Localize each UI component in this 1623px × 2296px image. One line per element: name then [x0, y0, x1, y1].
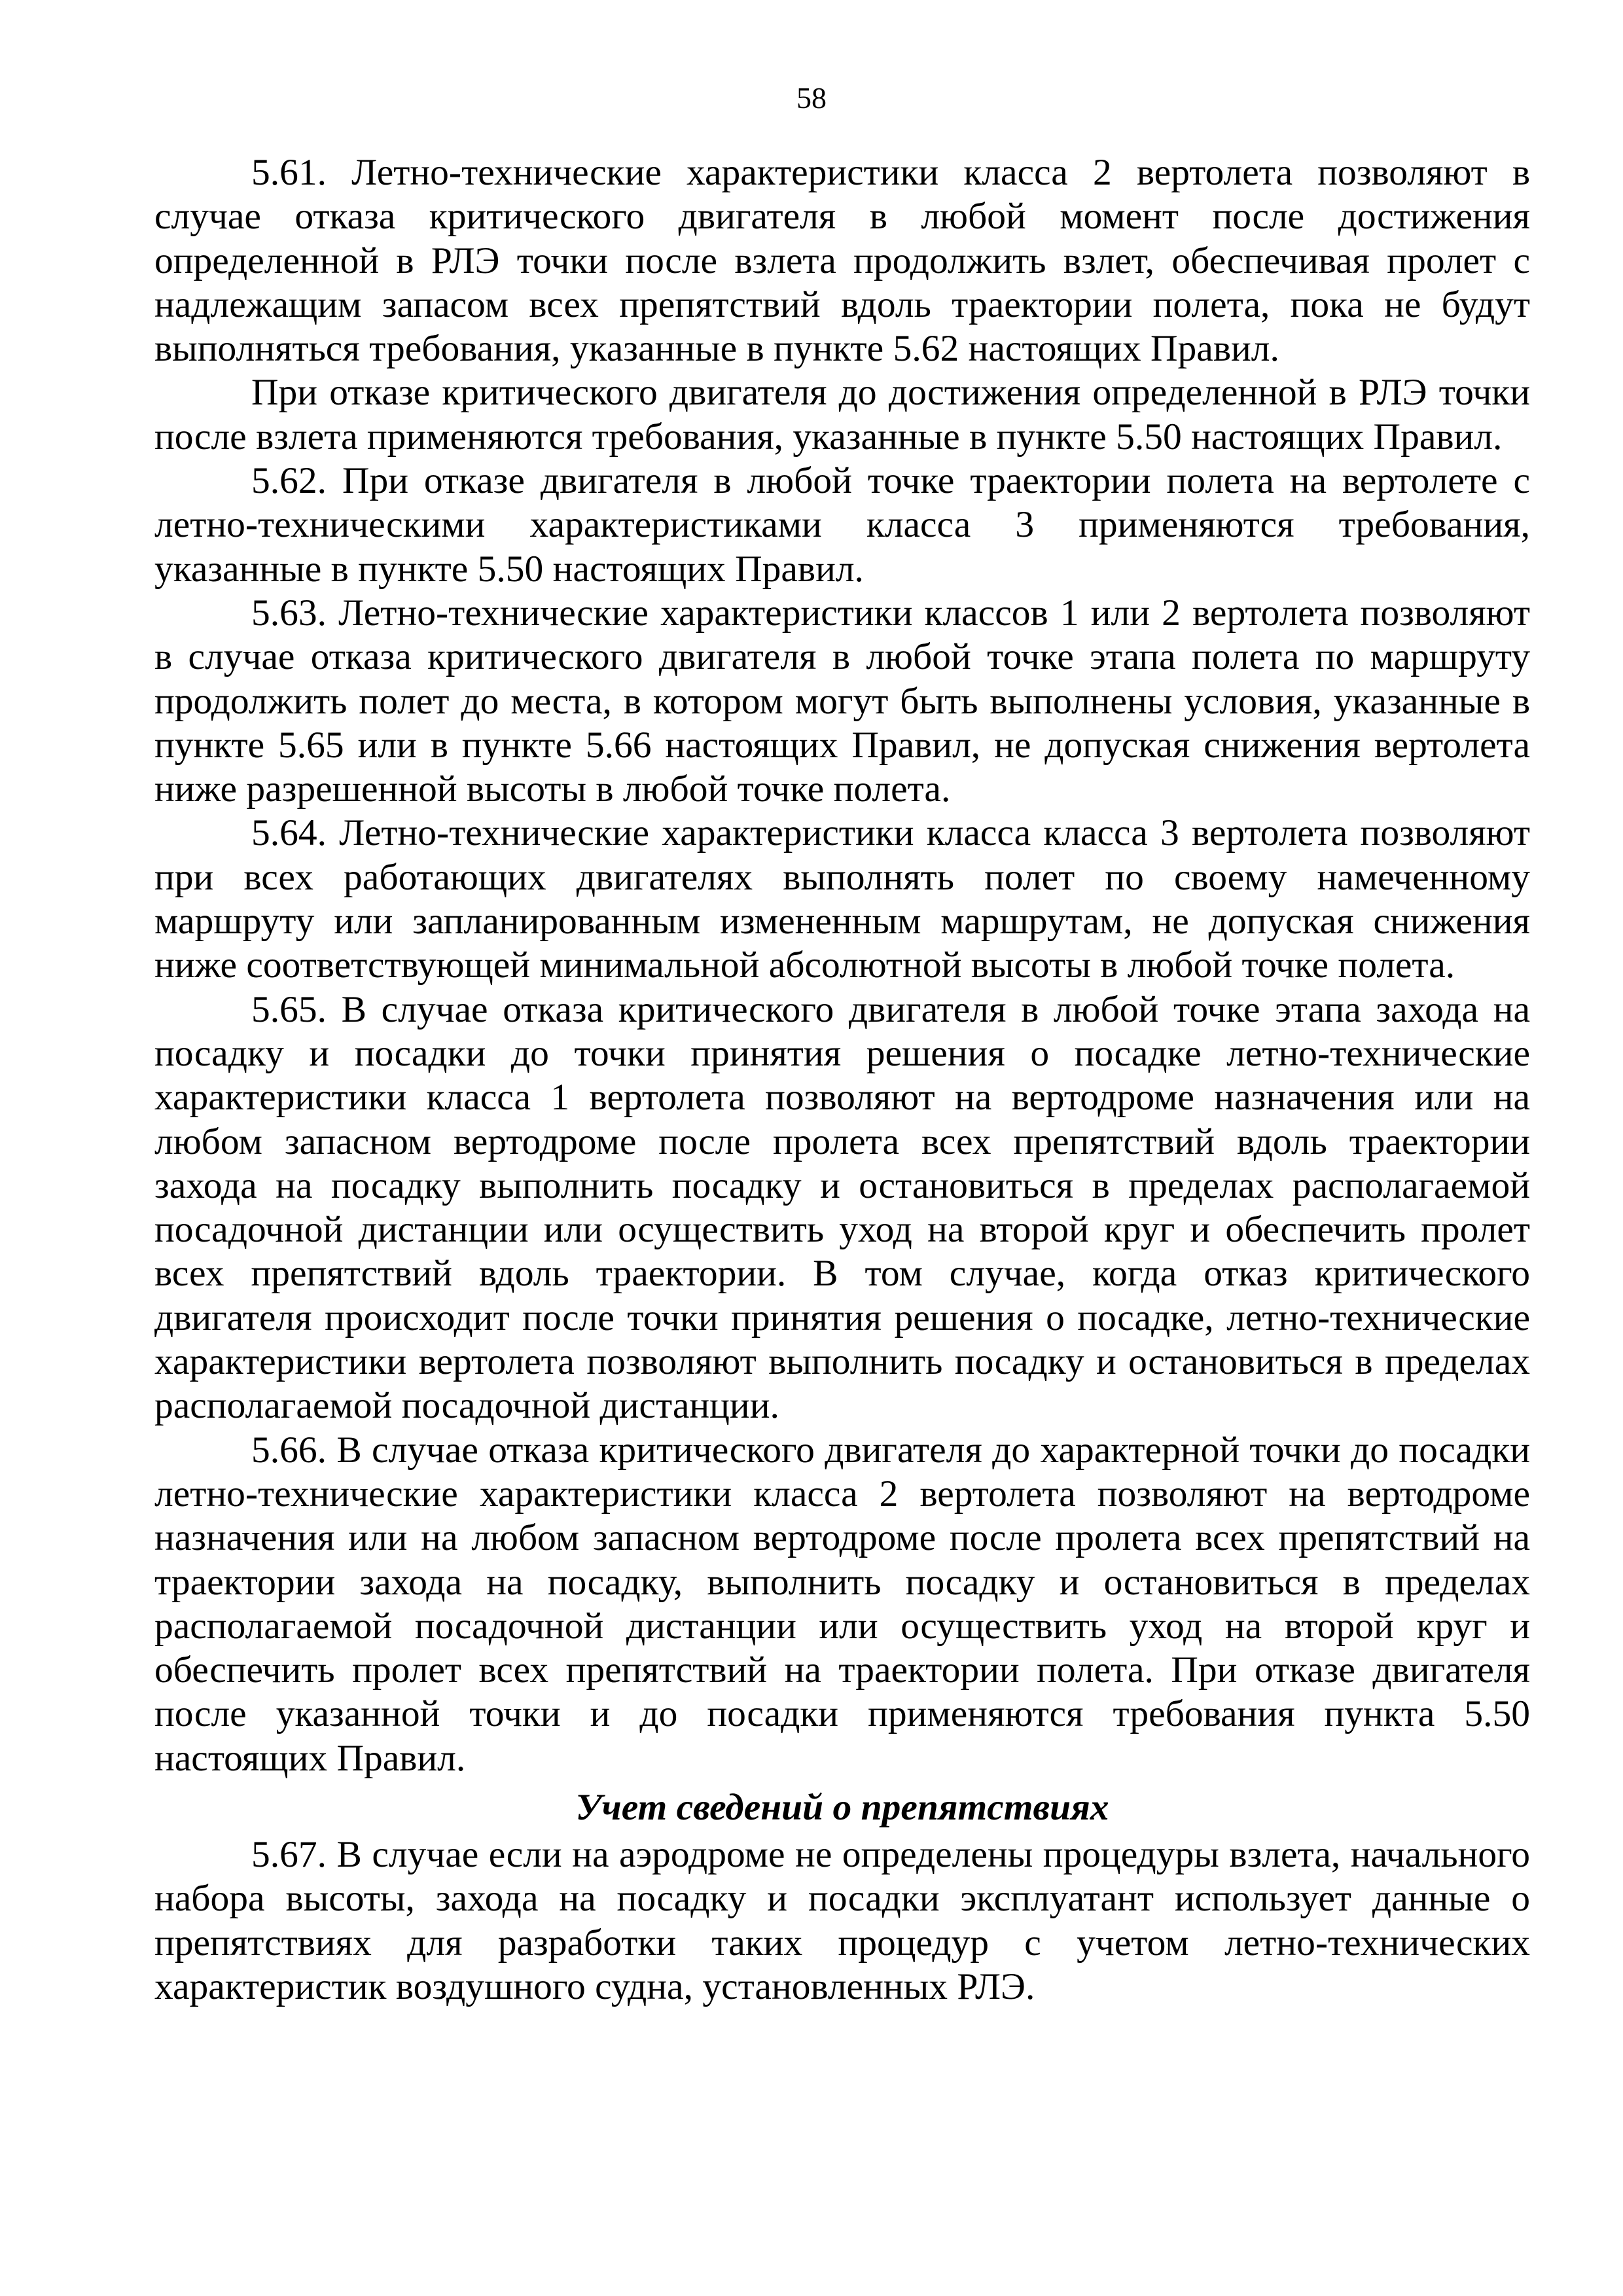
paragraph-5-64: 5.64. Летно-технические характеристики класса класса 3 вертолета позволяют при всех работающих двигателях выполнять полет по своему намеченному маршруту или запланированным измененным маршрутам, не допуская снижения ниже соответствующей минимальной абсолютной высоты в любой точке полета. — [154, 812, 1530, 986]
paragraph-5-67: 5.67. В случае если на аэродроме не определены процедуры взлета, начального набора высоты, захода на посадку и посадки эксплуатант использует данные о препятствиях для разработки таких процедур с учетом летно-технических характеристик воздушного судна, установленных РЛЭ. — [154, 1833, 1530, 2007]
paragraph-5-63: 5.63. Летно-технические характеристики классов 1 или 2 вертолета позволяют в случае отказа критического двигателя в любой точке этапа полета по маршруту продолжить полет до места, в котором могут быть выполнены условия, указанные в пункте 5.65 или в пункте 5.66 настоящих Правил, не допуская снижения вертолета ниже разрешенной высоты в любой точке полета. — [154, 592, 1530, 810]
paragraph-5-62: 5.62. При отказе двигателя в любой точке траектории полета на вертолете с летно-техническими характеристиками класса 3 применяются требования, указанные в пункте 5.50 настоящих Правил. — [154, 460, 1530, 590]
section-heading: Учет сведений о препятствиях — [575, 1786, 1109, 1828]
paragraph-5-66: 5.66. В случае отказа критического двигателя до характерной точки до посадки летно-технические характеристики класса 2 вертолета позволяют на вертодроме назначения или на любом запасном вертодроме после пролета всех препятствий на траектории захода на посадку, выполнить посадку и остановиться в пределах располагаемой посадочной дистанции или осуществить уход на второй круг и обеспечить пролет всех препятствий на траектории полета. При отказе двигателя после указанной точки и до посадки применяются требования пункта 5.50 настоящих Правил. — [154, 1429, 1530, 1779]
paragraph-5-61-continuation: При отказе критического двигателя до достижения определенной в РЛЭ точки после взлета применяются требования, указанные в пункте 5.50 настоящих Правил. — [154, 372, 1530, 457]
paragraph-5-65: 5.65. В случае отказа критического двигателя в любой точке этапа захода на посадку и посадки до точки принятия решения о посадке летно-технические характеристики класса 1 вертолета позволяют на вертодроме назначения или на любом запасном вертодроме после пролета всех препятствий вдоль траектории захода на посадку выполнить посадку и остановиться в пределах располагаемой посадочной дистанции или осуществить уход на второй круг и обеспечить пролет всех препятствий вдоль траектории. В том случае, когда отказ критического двигателя происходит после точки принятия решения о посадке, летно-технические характеристики вертолета позволяют выполнить посадку и остановиться в пределах располагаемой посадочной дистанции. — [154, 988, 1530, 1427]
page-number: 58 — [796, 81, 827, 115]
paragraph-5-61: 5.61. Летно-технические характеристики класса 2 вертолета позволяют в случае отказа критического двигателя в любой момент после достижения определенной в РЛЭ точки после взлета продолжить взлет, обеспечивая пролет с надлежащим запасом всех препятствий вдоль траектории полета, пока не будут выполняться требования, указанные в пункте 5.62 настоящих Правил. — [154, 152, 1530, 370]
document-body — [154, 151, 1530, 2009]
